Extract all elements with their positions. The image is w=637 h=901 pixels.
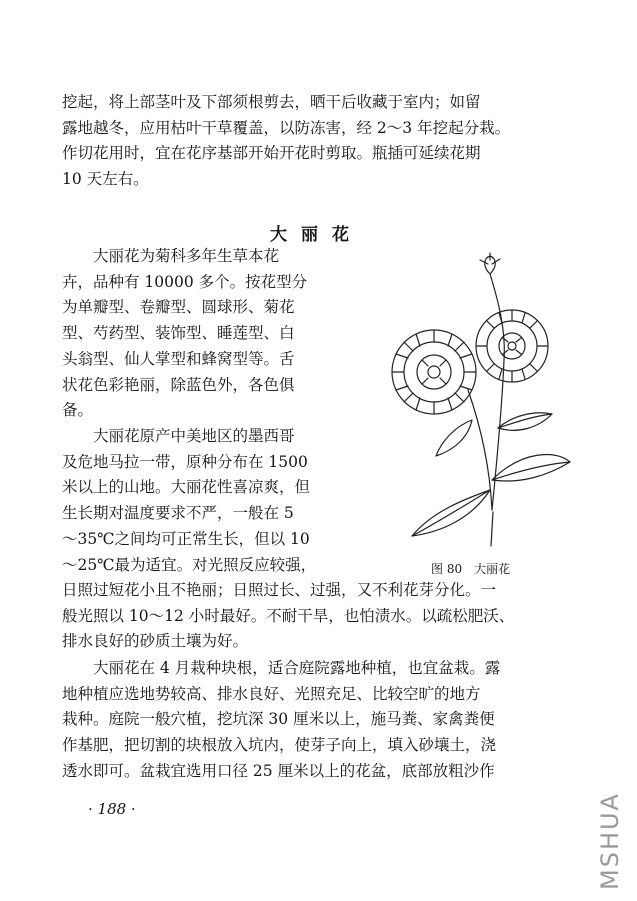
top-paragraph xyxy=(62,90,577,193)
text-line: 栽种。庭院一般穴植，挖坑深 30 厘米以上，施马粪、家禽粪便 xyxy=(62,710,495,729)
text-line: 状花色彩艳丽，除蓝色外，各色俱 xyxy=(62,375,295,394)
text-line: 作切花用时，宜在花序基部开始开花时剪取。瓶插可延续花期 xyxy=(62,144,481,163)
text-line: 及危地马拉一带，原种分布在 1500 xyxy=(62,452,308,471)
text-line: 挖起，将上部茎叶及下部须根剪去，晒干后收藏于室内；如留 xyxy=(62,93,481,111)
text-line: 地种植应选地势较高、排水良好、光照充足、比较空旷的地方 xyxy=(62,684,481,703)
text-line: 日照过短花小且不艳丽；日照过长、过强，又不利花芽分化。一 xyxy=(62,581,497,599)
intro-paragraph xyxy=(62,244,372,424)
text-line: 作基肥，把切割的块根放入坑内，使芽子向上，填入砂壤土，浇 xyxy=(62,736,497,755)
text-line: 露地越冬，应用枯叶干草覆盖，以防冻害，经 2～3 年挖起分栽。 xyxy=(62,118,511,137)
origin-paragraph xyxy=(62,424,372,578)
text-line: ～35℃之间均可正常生长，但以 10 xyxy=(62,529,310,548)
text-line: 透水即可。盆栽宜选用口径 25 厘米以上的花盆，底部放粗沙作 xyxy=(62,761,495,780)
figure-caption: 图 80 大丽花 xyxy=(431,562,511,576)
section-title: 大丽花 xyxy=(270,225,363,245)
text-line: 生长期对温度要求不严，一般在 5 xyxy=(62,504,294,523)
text-line: 型、芍药型、装饰型、睡莲型、白 xyxy=(62,324,295,343)
text-line: 排水良好的砂质土壤为好。 xyxy=(62,632,249,651)
text-line: 为单瓣型、卷瓣型、圆球形、菊花 xyxy=(62,298,295,317)
text-line: 大丽花在 4 月栽种块根，适合庭院露地种植，也宜盆栽。露 xyxy=(62,659,501,677)
text-line: 10 天左右。 xyxy=(62,170,149,189)
page-number: · 188 · xyxy=(88,800,136,818)
origin-continuation xyxy=(62,578,577,655)
dahlia-illustration-icon xyxy=(372,250,572,550)
text-line: 头翁型、仙人掌型和蜂窝型等。舌 xyxy=(62,349,295,368)
watermark: MSHUA xyxy=(596,792,624,890)
text-line: 卉，品种有 10000 多个。按花型分 xyxy=(62,272,308,291)
text-line: 大丽花为菊科多年生草本花 xyxy=(62,247,280,265)
text-line: 大丽花原产中美地区的墨西哥 xyxy=(62,427,295,445)
text-line: ～25℃最为适宜。对光照反应较强， xyxy=(62,555,317,574)
text-line: 般光照以 10～12 小时最好。不耐干旱，也怕渍水。以疏松肥沃、 xyxy=(62,606,515,625)
text-line: 米以上的山地。大丽花性喜凉爽，但 xyxy=(62,478,311,497)
planting-paragraph xyxy=(62,656,577,785)
text-line: 备。 xyxy=(62,401,94,420)
